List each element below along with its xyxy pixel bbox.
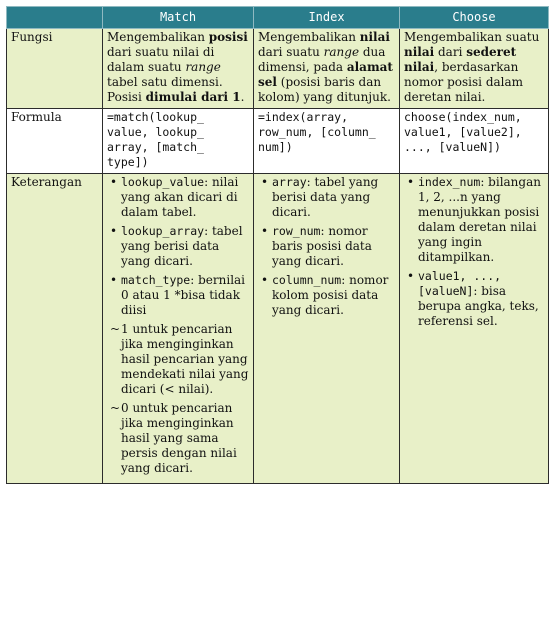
param-desc: : bisa berupa angka, teks, referensi sel. — [418, 284, 539, 328]
param-code: row_num — [272, 224, 321, 238]
keterangan-index-list — [258, 175, 395, 318]
list-item: ~ 0 untuk pencarian jika menginginkan hasil yang sama persis dengan nilai yang dicari. — [121, 401, 249, 476]
header-blank-cell — [7, 7, 103, 29]
formula-index: =index(array, row_num, [column_ num]) — [254, 109, 400, 174]
fungsi-index-cell — [254, 29, 400, 109]
fungsi-choose-cell — [400, 29, 549, 109]
fungsi-index-text: dua dimensi, pada — [258, 45, 386, 74]
param-code: match_type — [121, 273, 191, 287]
row-label-fungsi: Fungsi — [7, 29, 103, 109]
list-item: ~ 1 untuk pencarian jika menginginkan hasil pencarian yang mendekati nilai yang dicari (< nilai). — [121, 322, 249, 397]
keterangan-match-list — [107, 175, 249, 318]
param-desc: : nilai yang akan dicari di dalam tabel. — [121, 175, 239, 219]
comparison-table — [6, 6, 549, 484]
keterangan-choose-cell — [400, 174, 549, 484]
param-desc: : bilangan 1, 2, ...n yang menunjukkan posisi dalam deretan nilai yang ingin ditampilkan. — [418, 175, 541, 264]
fungsi-index-bold: nilai — [359, 30, 390, 44]
fungsi-match-text: dari suatu nilai di dalam suatu — [107, 45, 215, 74]
row-fungsi — [7, 29, 549, 109]
row-label-keterangan: Keterangan — [7, 174, 103, 484]
fungsi-choose-text: Mengembalikan suatu — [404, 30, 540, 44]
formula-choose: choose(index_num, value1, [value2], ..., [valueN]) — [400, 109, 549, 174]
param-desc: : tabel yang berisi data yang dicari. — [272, 175, 379, 219]
fungsi-index-bold: alamat sel — [258, 60, 393, 89]
fungsi-choose-bold: nilai — [404, 45, 435, 59]
fungsi-match-text: tabel satu dimensi. Posisi — [107, 75, 223, 104]
formula-match: =match(lookup_ value, lookup_ array, [match_ type]) — [103, 109, 254, 174]
param-code: lookup_value — [121, 175, 205, 189]
match-type-sublist — [107, 322, 249, 476]
row-formula — [7, 109, 549, 174]
list-item — [272, 224, 395, 269]
fungsi-match-bold: dimulai dari 1 — [145, 90, 241, 104]
list-item — [121, 175, 249, 220]
param-code: column_num — [272, 273, 342, 287]
param-desc: : tabel yang berisi data yang dicari. — [121, 224, 243, 268]
fungsi-match-bold: posisi — [208, 30, 248, 44]
param-code: value1, ..., [valueN] — [418, 269, 502, 298]
header-row — [7, 7, 549, 29]
header-index: Index — [254, 7, 400, 29]
fungsi-match-italic: range — [185, 60, 221, 74]
param-code: array — [272, 175, 307, 189]
row-label-formula: Formula — [7, 109, 103, 174]
keterangan-index-cell — [254, 174, 400, 484]
list-item — [272, 273, 395, 318]
list-item — [418, 269, 544, 329]
fungsi-match-text: . — [240, 90, 245, 104]
keterangan-choose-list — [404, 175, 544, 329]
fungsi-index-text: Mengembalikan — [258, 30, 360, 44]
fungsi-index-text: dari suatu — [258, 45, 324, 59]
fungsi-index-text: (posisi baris dan kolom) yang ditunjuk. — [258, 75, 391, 104]
header-match: Match — [103, 7, 254, 29]
fungsi-choose-bold: sederet nilai — [404, 45, 517, 74]
fungsi-match-cell — [103, 29, 254, 109]
list-item — [272, 175, 395, 220]
fungsi-index-italic: range — [323, 45, 360, 59]
keterangan-match-cell — [103, 174, 254, 484]
param-desc: : nomor baris posisi data yang dicari. — [272, 224, 372, 268]
param-desc: : bernilai 0 atau 1 *bisa tidak diisi — [121, 273, 246, 317]
row-keterangan — [7, 174, 549, 484]
list-item — [121, 273, 249, 318]
fungsi-choose-text: dari — [434, 45, 467, 59]
fungsi-match-text: Mengembalikan — [107, 30, 209, 44]
list-item — [121, 224, 249, 269]
header-choose: Choose — [400, 7, 549, 29]
param-code: index_num — [418, 175, 481, 189]
fungsi-choose-text: , berdasarkan nomor posisi dalam deretan nilai. — [404, 60, 524, 104]
param-code: lookup_array — [121, 224, 205, 238]
list-item — [418, 175, 544, 265]
param-desc: : nomor kolom posisi data yang dicari. — [272, 273, 389, 317]
